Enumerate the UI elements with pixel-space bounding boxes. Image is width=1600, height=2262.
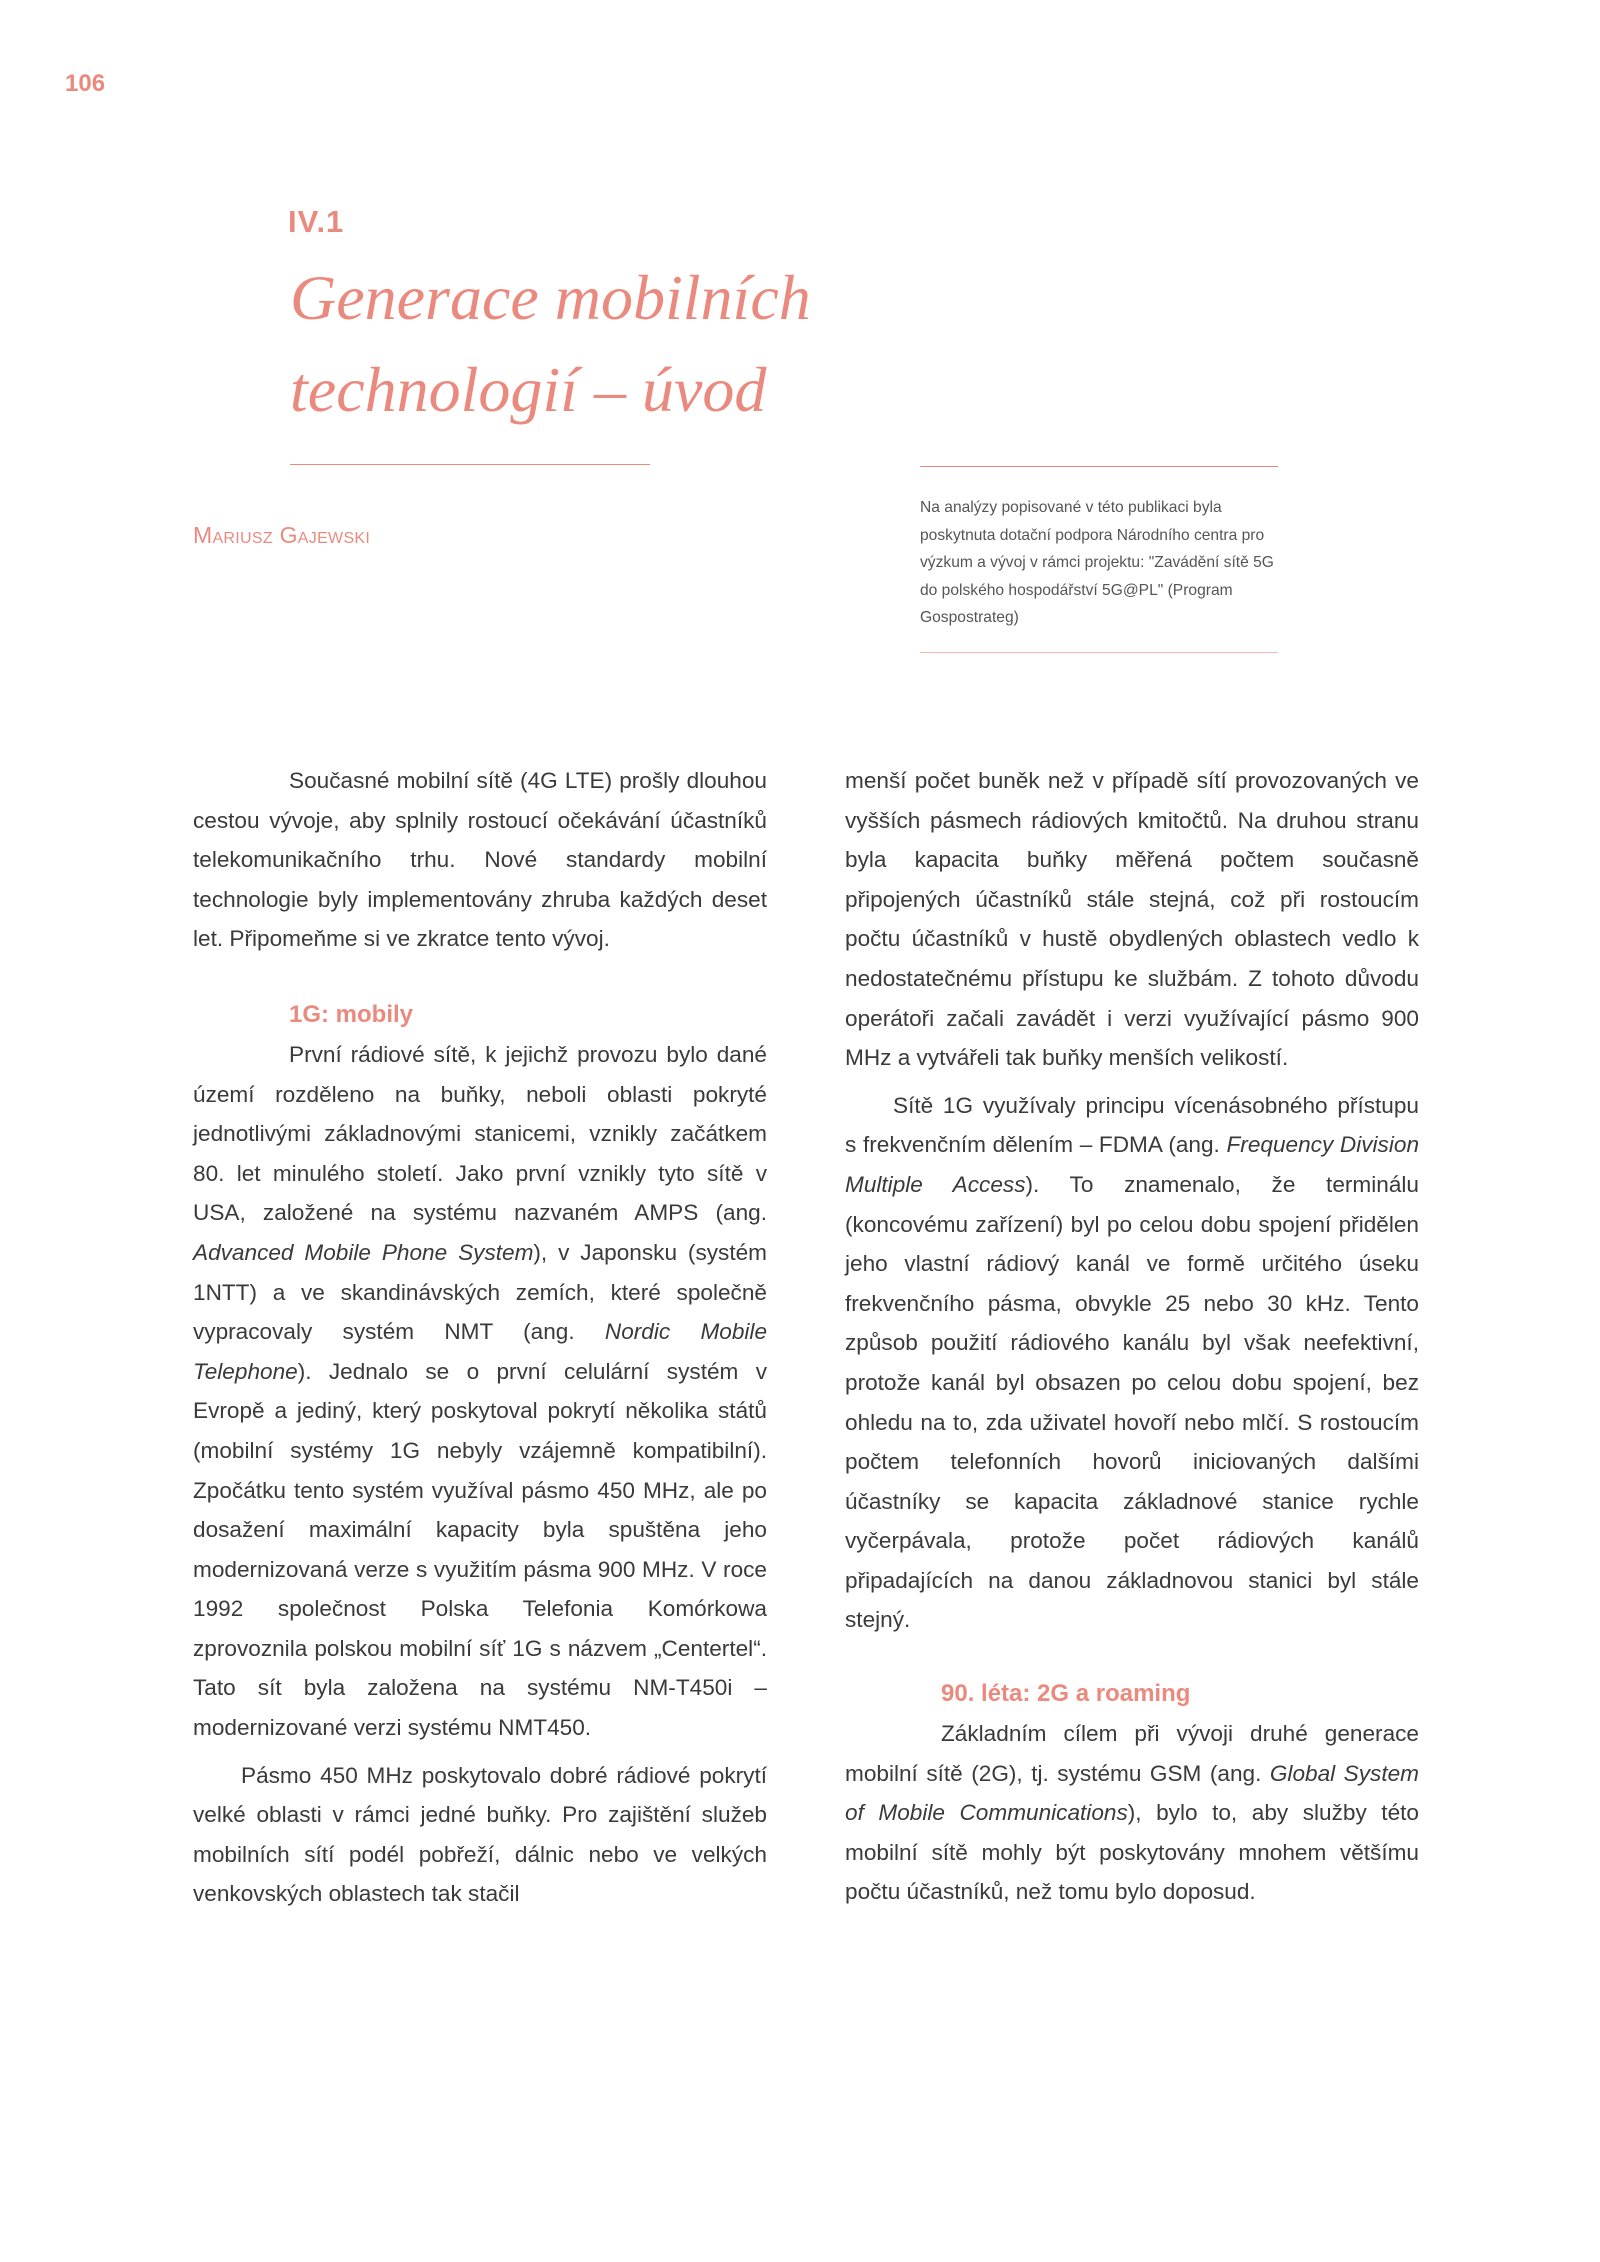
paragraph-1g (193, 1035, 767, 1748)
chapter-title-line-1: Generace mobilních (290, 262, 811, 333)
page-number: 106 (65, 70, 106, 97)
author-name: Mariusz Gajewski (193, 522, 371, 548)
paragraph-1g-text-a: První rádiové sítě, k jejichž provozu bylo dané území rozděleno na buňky, neboli oblasti pokryté jednotlivými základnovými stanicemi, vznikly začátkem 80. let minulého století. Jako první vznikly tyto sítě v USA, založené na systému nazvaném AMPS (ang. (193, 1041, 767, 1226)
paragraph-1g-text-e: ). Jednalo se o první celulární systém v Evropě a jediný, který poskytoval pokrytí několika států (mobilní systémy 1G nebyly vzájemně kompatibilní). Zpočátku tento systém využíval pásmo 450 MHz, ale po dosažení maximální kapacity byla spuštěna jeho modernizovaná verze s využitím pásma 900 MHz. V roce 1992 společnost Polska Telefonia Komórkowa zprovoznila polskou mobilní síť 1G s názvem „Centertel“. Tato sít byla založena na systému NM-T450i – modernizované verzi systému NMT450. (193, 1358, 767, 1741)
note-divider-bottom (920, 652, 1278, 653)
paragraph-2g-term-gsm: Global System of Mobile Communications (845, 1760, 1419, 1826)
title-divider (290, 464, 650, 465)
paragraph-fdma-term: Frequency Division Multiple Access (845, 1132, 1420, 1197)
paragraph-1g-term-amps: Advanced Mobile Phone System (193, 1239, 534, 1265)
section-heading-2g: 90. léta: 2G a roaming (941, 1680, 1191, 1708)
continuation-paragraph: menší počet buněk než v případě sítí provozovaných ve vyšších pásmech rádiových kmitočtů. Na druhou stranu byla kapacita buňky měřená počtem současně připojených účastníků stále stejná, což při rostoucím počtu účastníků v hustě obydlených oblastech vedlo k nedostatečnému přístupu ke službám. Z tohoto důvodu operátoři začali zavádět i verzi využívající pásmo 900 MHz a vytvářeli tak buňky menších velikostí. (845, 768, 1419, 1071)
paragraph-fdma-text-a: Sítě 1G využívaly principu vícenásobného přístupu s frekvenčním dělením – FDMA (ang. (845, 1092, 1419, 1158)
paragraph-1g-text-c: ), v Japonsku (systém 1NTT) a ve skandinávských zemích, které společně vypracovaly systém NMT (ang. (193, 1239, 767, 1345)
paragraph-2g (845, 1714, 1419, 1912)
paragraph-2g-text-a: Základním cílem při vývoji druhé generace mobilní sítě (2G), tj. systému GSM (ang. (845, 1721, 1419, 1786)
funding-note: Na analýzy popisované v této publikaci byla poskytnuta dotační podpora Národního centra pro výzkum a vývoj v rámci projektu: "Zavádění sítě 5G do polského hospodářství 5G@PL" (Program Gospostrateg) (920, 499, 1274, 627)
paragraph-2g-text-c: ), bylo to, aby služby této mobilní sítě mohly být poskytovány mnohem většímu počtu účastníků, než tomu bylo doposud. (845, 1800, 1419, 1905)
chapter-number: IV.1 (288, 204, 345, 239)
chapter-title (290, 252, 990, 436)
intro-paragraph: Současné mobilní sítě (4G LTE) prošly dlouhou cestou vývoje, aby splnily rostoucí očekávání účastníků telekomunikačního trhu. Nové standardy mobilní technologie byly implementovány zhruba každých deset let. Připomeňme si ve zkratce tento vývoj. (193, 768, 767, 952)
paragraph-fdma (845, 1086, 1419, 1640)
paragraph-fdma-text-c: ). To znamenalo, že terminálu (koncovému zařízení) byl po celou dobu spojení přidělen jeho vlastní rádiový kanál ve formě určitého úseku frekvenčního pásma, obvykle 25 nebo 30 kHz. Tento způsob použití rádiového kanálu byl však neefektivní, protože kanál byl obsazen po celou dobu spojení, bez ohledu na to, zda uživatel hovoří nebo mlčí. S rostoucím počtem telefonních hovorů iniciovaných dalšími účastníky se kapacita základnové stanice rychle vyčerpávala, protože počet rádiových kanálů připadajících na danou základnovou stanici byl stále stejný. (845, 1171, 1419, 1633)
note-divider-top (920, 466, 1278, 467)
chapter-title-line-2: technologií – úvod (290, 354, 767, 425)
paragraph-450mhz: Pásmo 450 MHz poskytovalo dobré rádiové pokrytí velké oblasti v rámci jedné buňky. Pro zajištění služeb mobilních sítí podél pobřeží, dálnic nebo ve velkých venkovských oblastech tak stačil (193, 1762, 767, 1907)
paragraph-1g-term-nmt: Nordic Mobile Telephone (193, 1319, 768, 1384)
right-column (845, 761, 1419, 1912)
left-column (193, 761, 767, 1914)
section-heading-1g: 1G: mobily (289, 1000, 414, 1028)
